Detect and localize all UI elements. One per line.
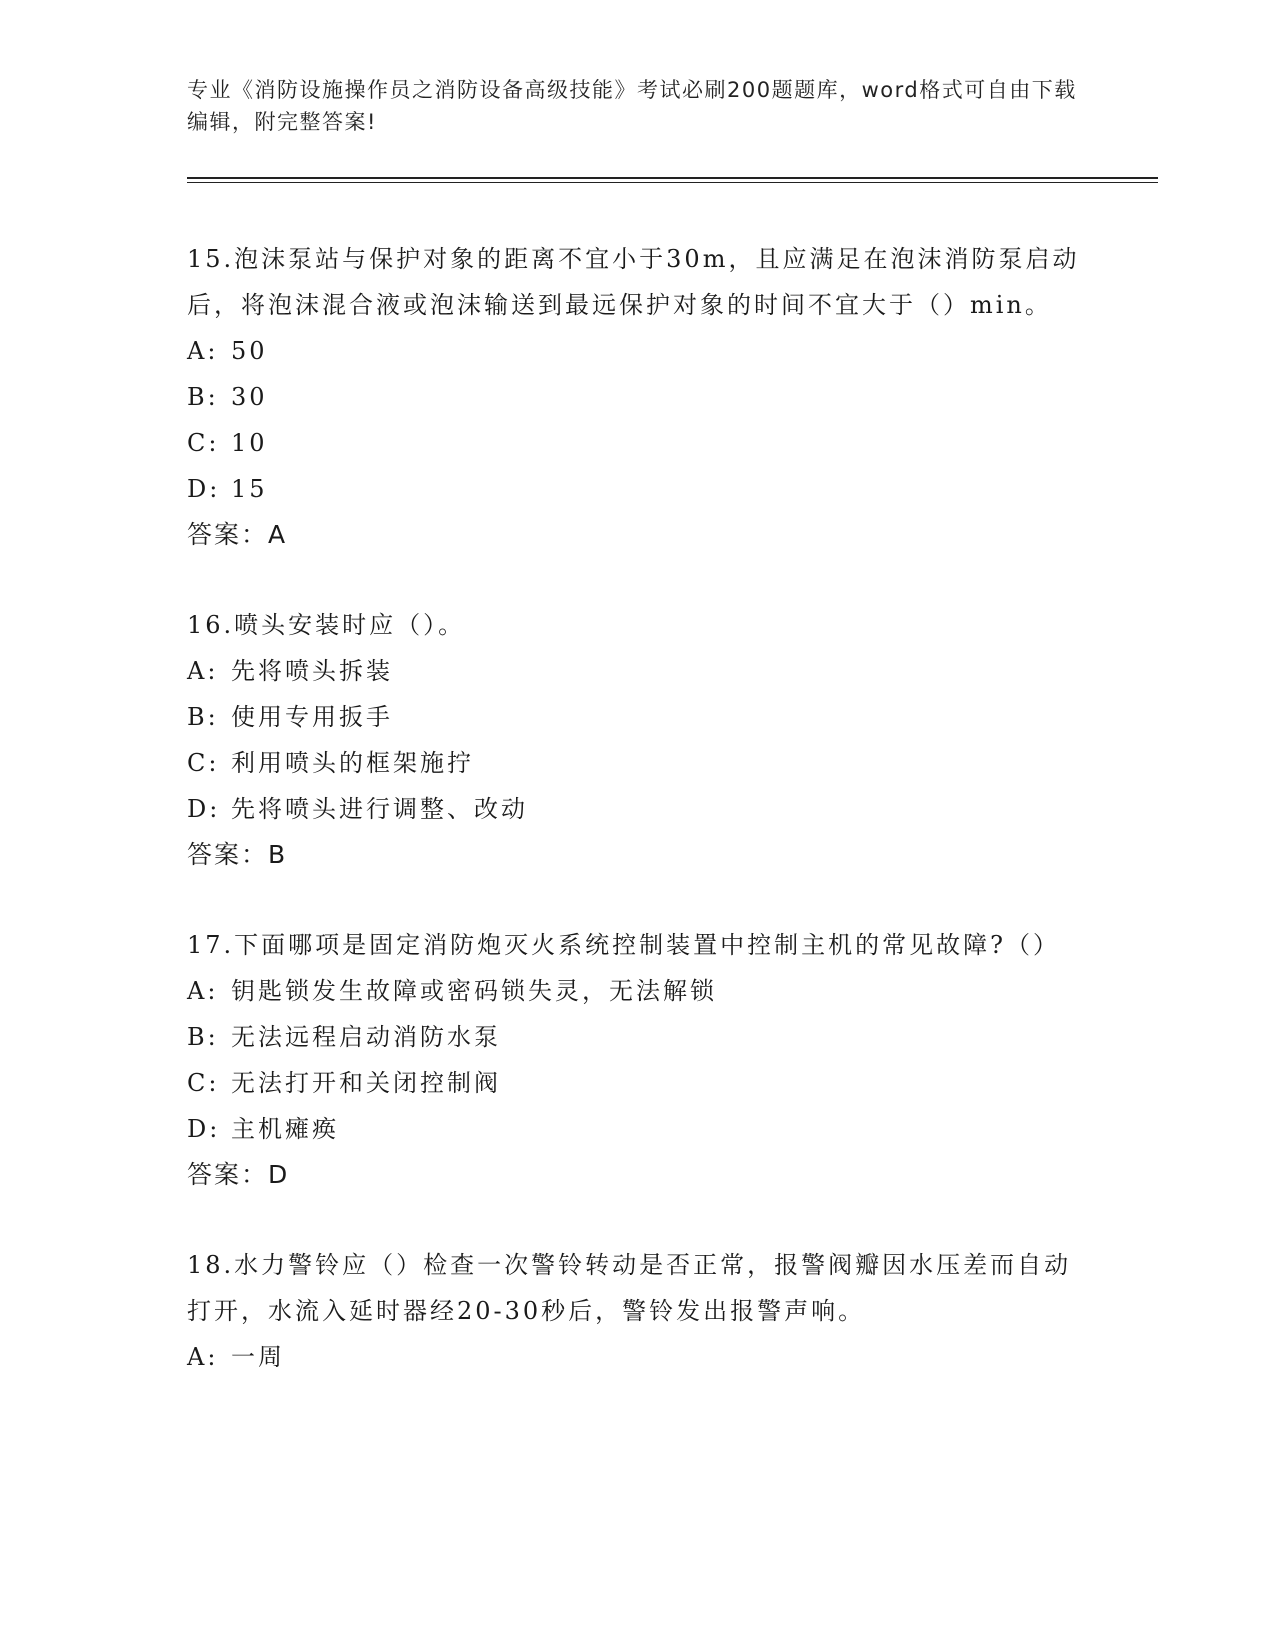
- option-letter: B:: [187, 1023, 219, 1051]
- option-letter: A:: [187, 1343, 219, 1371]
- question-16: [187, 602, 1087, 878]
- option-letter: B:: [187, 703, 219, 731]
- option-letter: A:: [187, 657, 219, 685]
- option-text: 无法远程启动消防水泵: [231, 1023, 501, 1051]
- option-c: [187, 420, 1087, 466]
- option-b: [187, 694, 1087, 740]
- option-text: 先将喷头进行调整、改动: [231, 795, 528, 823]
- option-text: 50: [231, 337, 268, 365]
- question-stem: 17.下面哪项是固定消防炮灭火系统控制装置中控制主机的常见故障?（）: [187, 931, 1061, 959]
- question-17: [187, 922, 1087, 1198]
- option-d: [187, 1106, 1087, 1152]
- option-text: 主机瘫痪: [231, 1115, 339, 1143]
- option-letter: D:: [187, 475, 221, 503]
- option-letter: D:: [187, 1115, 221, 1143]
- question-15: [187, 236, 1087, 558]
- option-c: [187, 1060, 1087, 1106]
- option-text: 利用喷头的框架施拧: [231, 749, 474, 777]
- question-stem: 18.水力警铃应（）检查一次警铃转动是否正常，报警阀瓣因水压差而自动打开，水流入延时器经20-30秒后，警铃发出报警声响。: [187, 1251, 1072, 1325]
- option-letter: C:: [187, 749, 220, 777]
- option-a: [187, 328, 1087, 374]
- question-list: [187, 236, 1087, 1424]
- question-stem: 15.泡沫泵站与保护对象的距离不宜小于30m，且应满足在泡沫消防泵启动后，将泡沫混合液或泡沫输送到最远保护对象的时间不宜大于（）min。: [187, 245, 1080, 319]
- answer-line: 答案：A: [187, 520, 288, 549]
- question-stem: 16.喷头安装时应（）。: [187, 611, 466, 639]
- option-text: 无法打开和关闭控制阀: [231, 1069, 501, 1097]
- option-a: [187, 648, 1087, 694]
- option-text: 10: [231, 429, 268, 457]
- header-divider-thick: [187, 177, 1158, 179]
- option-c: [187, 740, 1087, 786]
- option-d: [187, 466, 1087, 512]
- option-b: [187, 374, 1087, 420]
- option-text: 一周: [231, 1343, 285, 1371]
- document-header: 专业《消防设施操作员之消防设备高级技能》考试必刷200题题库，word格式可自由下载编辑，附完整答案!: [187, 78, 1077, 134]
- header-divider-thin: [187, 182, 1158, 183]
- option-letter: A:: [187, 977, 219, 1005]
- option-text: 使用专用扳手: [231, 703, 393, 731]
- option-letter: C:: [187, 429, 220, 457]
- option-b: [187, 1014, 1087, 1060]
- option-letter: A:: [187, 337, 219, 365]
- option-letter: C:: [187, 1069, 220, 1097]
- option-a: [187, 1334, 1087, 1380]
- option-letter: B:: [187, 383, 219, 411]
- answer-line: 答案：B: [187, 840, 288, 869]
- option-d: [187, 786, 1087, 832]
- question-18: [187, 1242, 1087, 1380]
- option-text: 15: [231, 475, 268, 503]
- option-a: [187, 968, 1087, 1014]
- option-text: 先将喷头拆装: [231, 657, 393, 685]
- option-text: 钥匙锁发生故障或密码锁失灵，无法解锁: [231, 977, 717, 1005]
- option-text: 30: [231, 383, 268, 411]
- answer-line: 答案：D: [187, 1160, 290, 1189]
- option-letter: D:: [187, 795, 221, 823]
